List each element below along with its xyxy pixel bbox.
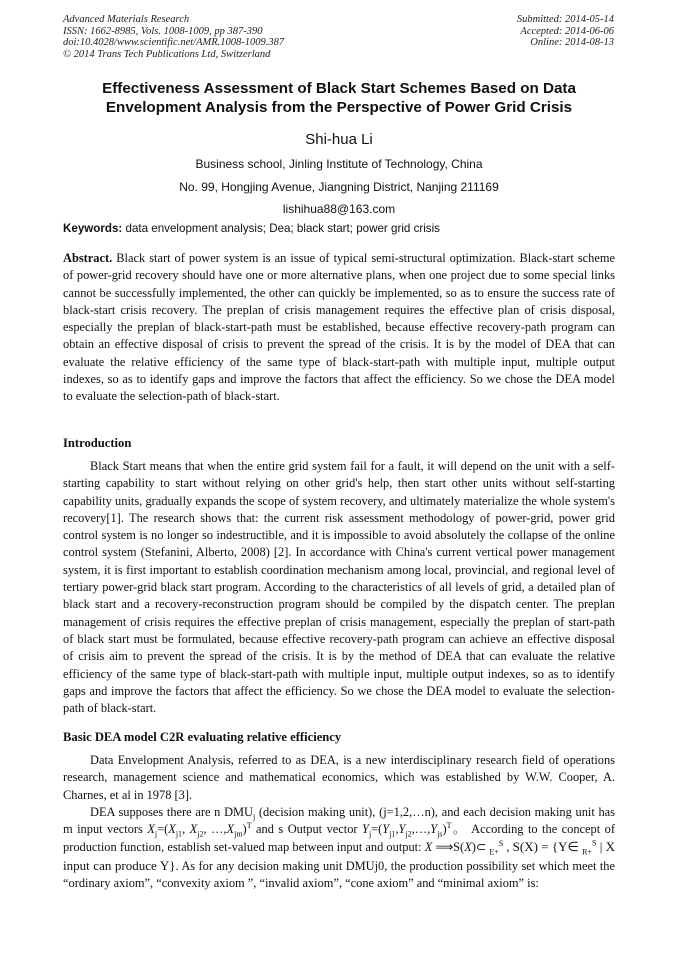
journal-name: Advanced Materials Research (63, 14, 190, 25)
author-name: Shi-hua Li (305, 131, 373, 148)
journal-doi: doi:10.4028/www.scientific.net/AMR.1008-1009.387 (63, 37, 285, 49)
title-line-1: Effectiveness Assessment of Black Start Schemes Based on Data (102, 80, 576, 97)
journal-header (63, 14, 284, 60)
abstract-text: Black start of power system is an issue of typical semi-structural optimization. Black-start scheme of power-grid recovery should have one or more alternative plans, when one project due to some special links cannot be successfully implemented, the other can quickly be implemented, so as to ensure the success rate of black-start crisis recovery. The preplan of crisis management requires the effective plan of crisis disposal, especially the preplan of black-start-path must be established, because effective recovery-path program can obtain an effective disposal of crisis to prevent the spread of the crisis. It is by the model of DEA that can evaluate the relative efficiency of the same type of black-start-path with multiple input, multiple output indexes, so as to identify gaps and improve the factors that affect the efficiency. So we chose the DEA model to evaluate the selection-path of black-start. (63, 251, 615, 404)
dea-paragraph-2: DEA supposes there are n $DMU_j$ (decision making unit), (j=1,2,…n), and each decision making unit has m input vectors $X_j=(X_{j1}$, $X_{j2}$, $\dots,X_{jm})^T$ and s Output vector $Y_j=(Y_{j1},Y_{j2},\dots,Y_{js})^T$。 According to the concept of production function, establish set-valued map between input and output: X ⟹S(X)⊂ $_{E+}^S$ , S(X) = {Y∈ $_{R+}^S$ | X input can produce Y}. As for any decision making unit DMUj0, the production possibility set which meet the “ordinary axiom”, “convexity axiom ”, “invalid axiom”, “cone axiom” and “minimal axiom” is: (63, 804, 615, 891)
title-line-2: Envelopment Analysis from the Perspective of Power Grid Crisis (105, 99, 573, 116)
abstract (63, 250, 615, 406)
online-date: Online: 2014-08-13 (530, 37, 614, 49)
output-vector-formula: $Y_j=(Y_{j1},Y_{j2},\dots,Y_{js})^T$。 (362, 821, 467, 839)
affiliation-line-2: No. 99, Hongjing Avenue, Jiangning District, Nanjing 211169 (179, 180, 499, 194)
keywords-text: data envelopment analysis; Dea; black start; power grid crisis (122, 222, 440, 235)
introduction-body (63, 458, 615, 717)
submitted-date: Submitted: 2014-05-14 (516, 14, 614, 25)
journal-copyright: © 2014 Trans Tech Publications Ltd, Switzerland (63, 48, 271, 60)
author-email: lishihua88@163.com (282, 202, 396, 216)
introduction-paragraph: Black Start means that when the entire grid system fail for a fault, it will depend on the unit with a self-starting capability to start without relying on other grid's help, then start other units without self-starting capability units, gradually expands the scope of system recovery, and ultimately materialize the whole system's recovery[1]. The research shows that: the current risk assessment methodology of power-grid, power grid control system is no longer so indestructible, and it is impossible to avoid absolutely the collapse of the online control system (Stefanini, Alberto, 2008) [2]. In accordance with China's current vertical power management system, it is first important to establish coordination mechanism among local, provincial, and regional level of tertiary power-grid black start program. According to the characteristics of all levels of grid, a detailed plan of black start and a recovery-reconstruction program should be compiled by the dispatch center. The preplan management of crisis requires the effective preplan of crisis management, especially the preplan of start-path of black start must be formulated, because effective recovery-path program can achieve an effective disposal of crisis aim to prevent the spread of the crisis. It is by the method of DEA that can evaluate the relative efficiency of the same type of black-start-path with multiple input, multiple output indexes, so as to identify gaps and improve the factors that affect the efficiency. So we chose the DEA model to evaluate the selection-path of black-start. (63, 459, 615, 716)
affiliation-line-1: Business school, Jinling Institute of Technology, China (195, 157, 483, 171)
keywords-label: Keywords: (63, 222, 123, 235)
input-vector-formula: $X_j=(X_{j1}$, $X_{j2}$, $\dots,X_{jm})^T$ (147, 821, 252, 839)
dea-paragraph-1: Data Envelopment Analysis, referred to as DEA, is a new interdisciplinary research field of operations research, management science and mathematical economics, which was established by W.W. Cooper, A. Charnes, et al in 1978 [3]. (63, 753, 615, 802)
production-set-formula: S(X) = {Y∈ $_{R+}^S$ | X input can produce Y} (63, 839, 615, 873)
journal-issn: ISSN: 1662-8985, Vols. 1008-1009, pp 387-390 (63, 25, 263, 37)
accepted-date: Accepted: 2014-06-06 (520, 25, 614, 37)
introduction-heading: Introduction (63, 436, 132, 450)
keywords (63, 222, 440, 235)
paper-title (60, 79, 618, 117)
dea-section-heading: Basic DEA model C2R evaluating relative efficiency (63, 730, 342, 744)
dea-section-body (63, 752, 615, 892)
dates-header (517, 14, 614, 49)
abstract-label: Abstract. (63, 251, 113, 265)
set-valued-map-formula: ⟹S(X)⊂ $_{E+}^S$ , (435, 839, 513, 857)
